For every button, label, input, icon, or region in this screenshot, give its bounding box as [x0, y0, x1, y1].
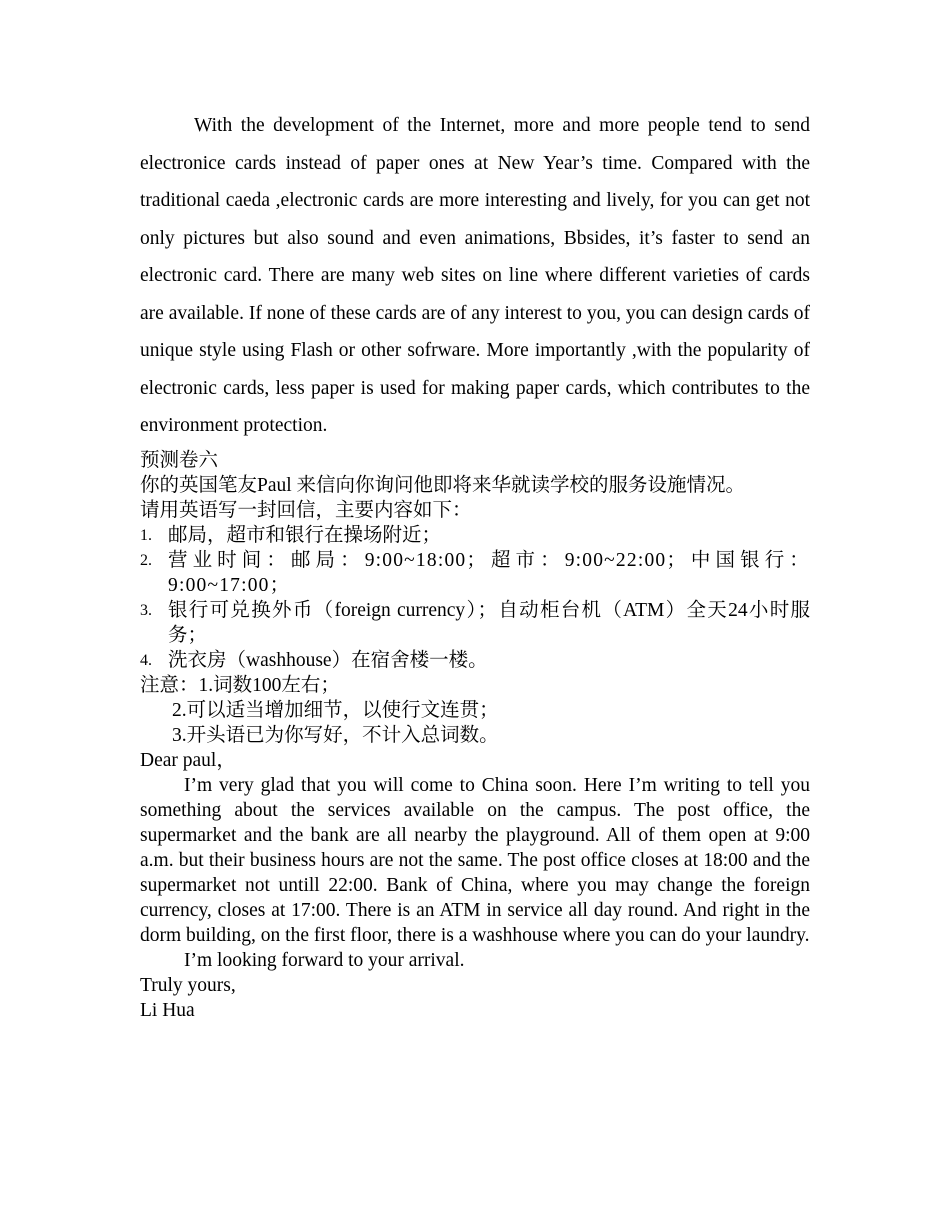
- list-item-text: 洗衣房（washhouse）在宿舍楼一楼。: [168, 649, 488, 671]
- list-item: [140, 548, 810, 598]
- letter-body-paragraph-1: I’m very glad that you will come to China soon. Here I’m writing to tell you something about the services available on the campus. The post office, the supermarket and the bank are all nearby the playground. All of them open at 9:00 a.m. but their business hours are not the same. The post office closes at 18:00 and the supermarket not untill 22:00. Bank of China, where you may change the foreign currency, closes at 17:00. There is an ATM in service all day round. And right in the dorm building, on the first floor, there is a washhouse where you can do your laundry.: [140, 774, 810, 946]
- list-item: [140, 523, 810, 548]
- list-item: [140, 598, 810, 648]
- task-section: [140, 448, 810, 748]
- list-item-text: 银行可兑换外币（foreign currency）；自动柜台机（ATM）全天24小时服务；: [168, 599, 810, 646]
- document-page: [140, 107, 810, 1023]
- letter-closing: Truly yours,: [140, 974, 236, 996]
- letter-body-paragraph-2: I’m looking forward to your arrival.: [184, 949, 465, 971]
- model-letter: [140, 748, 810, 1023]
- task-requirements-list: [140, 523, 810, 673]
- task-heading: 预测卷六: [140, 449, 219, 471]
- note-line-3: 3.开头语已为你写好，不计入总词数。: [172, 724, 499, 746]
- note-line-2: 2.可以适当增加细节，以使行文连贯；: [172, 699, 499, 721]
- list-item-number: 4.: [140, 651, 152, 669]
- note-line-1: 注意：1.词数100左右；: [140, 674, 340, 696]
- essay-text: With the development of the Internet, more and more people tend to send electronice cards instead of paper ones at New Year’s time. Compared with the traditional caeda ,electronic cards are more interesting and lively, for you can get not only pictures but also sound and even animations, Bbsides, it’s faster to send an electronic card. There are many web sites on line where different varieties of cards are available. If none of these cards are of any interest to you, you can design cards of unique style using Flash or other sofrware. More importantly ,with the popularity of electronic cards, less paper is used for making paper cards, which contributes to the environment protection.: [140, 115, 810, 436]
- list-item-text: 营业时间：邮局：9:00~18:00；超市：9:00~22:00；中国银行：9:00~17:00；: [168, 549, 810, 596]
- task-intro-line-2: 请用英语写一封回信，主要内容如下：: [140, 499, 472, 521]
- list-item-number: 1.: [140, 526, 152, 544]
- list-item-number: 2.: [140, 551, 152, 569]
- list-item: [140, 648, 810, 673]
- list-item-number: 3.: [140, 601, 152, 619]
- list-item-text: 邮局，超市和银行在操场附近；: [168, 524, 442, 546]
- task-intro-line-1: 你的英国笔友Paul 来信向你询问他即将来华就读学校的服务设施情况。: [140, 474, 746, 496]
- letter-salutation: Dear paul，: [140, 749, 236, 771]
- sample-essay: [140, 107, 810, 445]
- letter-signature: Li Hua: [140, 999, 195, 1021]
